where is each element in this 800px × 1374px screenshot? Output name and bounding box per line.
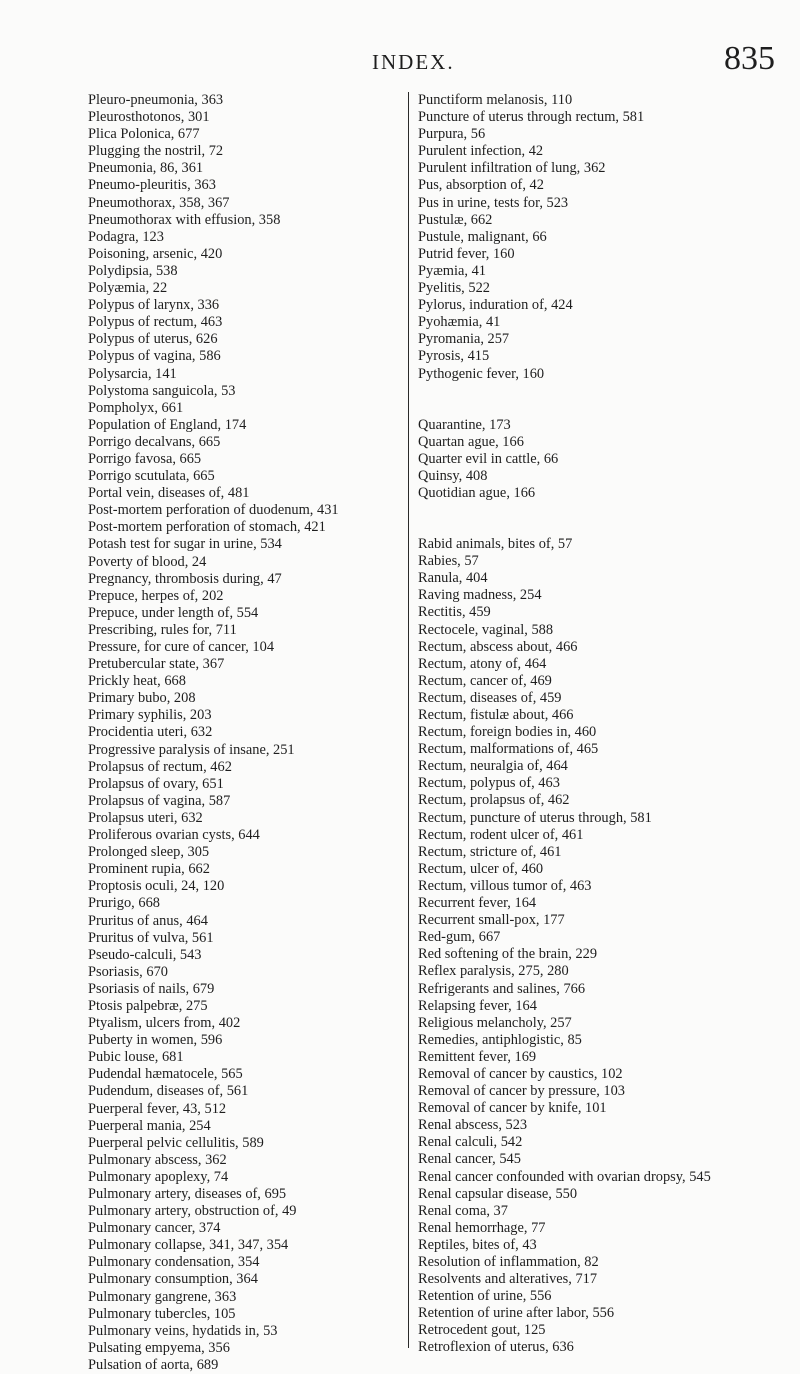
page-number: 835 [724, 40, 775, 77]
index-entry: Porrigo scutulata, 665 [88, 468, 215, 485]
index-entry: Purpura, 56 [418, 126, 486, 143]
index-entry: Pulsation of aorta, 689 [88, 1356, 219, 1373]
index-entry: Remittent fever, 169 [418, 1048, 537, 1065]
index-entry: Quarter evil in cattle, 66 [418, 450, 559, 467]
index-entry: Rectum, ulcer of, 460 [418, 860, 544, 877]
index-entry: Polysarcia, 141 [88, 365, 177, 382]
index-entry: Recurrent fever, 164 [418, 895, 537, 912]
index-entry: Pudendal hæmatocele, 565 [88, 1066, 243, 1083]
index-entry: Podagra, 123 [88, 228, 164, 245]
index-section-p [418, 92, 790, 383]
section-gap [418, 502, 790, 536]
index-entry: Pneumothorax with effusion, 358 [88, 211, 281, 228]
index-entry: Psoriasis, 670 [88, 963, 168, 980]
index-entry: Resolvents and alteratives, 717 [418, 1271, 598, 1288]
index-entry: Pyrosis, 415 [418, 348, 490, 365]
index-entry: Population of England, 174 [88, 416, 247, 433]
index-entry: Post-mortem perforation of stomach, 421 [88, 519, 326, 536]
index-entry: Pubic louse, 681 [88, 1049, 184, 1066]
index-entry: Retroflexion of uterus, 636 [418, 1339, 574, 1356]
index-entry: Retention of urine, 556 [418, 1288, 552, 1305]
index-entry: Refrigerants and salines, 766 [418, 980, 586, 997]
index-entry: Pulmonary artery, obstruction of, 49 [88, 1203, 297, 1220]
index-entry: Post-mortem perforation of duodenum, 431 [88, 502, 339, 519]
index-entry: Pylorus, induration of, 424 [418, 297, 573, 314]
index-entry: Red-gum, 667 [418, 929, 501, 946]
index-section-r [418, 536, 790, 1357]
index-entry: Pregnancy, thrombosis during, 47 [88, 570, 282, 587]
index-entry: Rectitis, 459 [418, 604, 491, 621]
index-entry: Rectocele, vaginal, 588 [418, 621, 554, 638]
index-entry: Rabid animals, bites of, 57 [418, 536, 573, 553]
index-entry: Rectum, neuralgia of, 464 [418, 758, 568, 775]
index-entry: Reflex paralysis, 275, 280 [418, 963, 569, 980]
index-entry: Pulmonary consumption, 364 [88, 1271, 258, 1288]
index-entry: Pyromania, 257 [418, 331, 510, 348]
index-entry: Pulmonary veins, hydatids in, 53 [88, 1322, 278, 1339]
index-entry: Plugging the nostril, 72 [88, 143, 224, 160]
index-entry: Prickly heat, 668 [88, 673, 186, 690]
index-entry: Pudendum, diseases of, 561 [88, 1083, 249, 1100]
index-column-left [88, 92, 398, 1374]
index-entry: Pustule, malignant, 66 [418, 228, 547, 245]
index-entry: Ptyalism, ulcers from, 402 [88, 1015, 241, 1032]
index-entry: Rectum, abscess about, 466 [418, 638, 578, 655]
index-entry: Porrigo decalvans, 665 [88, 433, 221, 450]
index-entry: Pus, absorption of, 42 [418, 177, 544, 194]
index-entry: Ptosis palpebræ, 275 [88, 997, 208, 1014]
index-entry: Polypus of rectum, 463 [88, 314, 223, 331]
index-entry: Puncture of uterus through rectum, 581 [418, 109, 645, 126]
index-entry: Renal hemorrhage, 77 [418, 1219, 546, 1236]
index-entry: Portal vein, diseases of, 481 [88, 485, 250, 502]
index-entry: Putrid fever, 160 [418, 245, 515, 262]
index-entry: Prominent rupia, 662 [88, 861, 210, 878]
index-entry: Prolapsus of vagina, 587 [88, 792, 231, 809]
index-entry: Pulmonary collapse, 341, 347, 354 [88, 1237, 289, 1254]
index-entry: Puerperal pelvic cellulitis, 589 [88, 1134, 264, 1151]
index-entry: Pus in urine, tests for, 523 [418, 194, 569, 211]
index-entry: Pulmonary cancer, 374 [88, 1220, 221, 1237]
index-entry: Rectum, stricture of, 461 [418, 843, 562, 860]
index-entry: Progressive paralysis of insane, 251 [88, 741, 295, 758]
index-entry: Reptiles, bites of, 43 [418, 1236, 537, 1253]
index-entry: Rectum, foreign bodies in, 460 [418, 724, 597, 741]
index-entry: Rectum, diseases of, 459 [418, 689, 562, 706]
index-entry: Removal of cancer by pressure, 103 [418, 1083, 625, 1100]
index-entry: Pulmonary gangrene, 363 [88, 1288, 237, 1305]
index-entry: Pressure, for cure of cancer, 104 [88, 639, 275, 655]
index-entry: Renal coma, 37 [418, 1202, 508, 1219]
index-entry: Quartan ague, 166 [418, 433, 524, 450]
index-entry: Prolapsus of ovary, 651 [88, 775, 224, 792]
index-entry: Renal abscess, 523 [418, 1117, 528, 1134]
index-entry: Pompholyx, 661 [88, 399, 184, 416]
index-entry: Rectum, cancer of, 469 [418, 672, 552, 689]
index-entry: Recurrent small-pox, 177 [418, 912, 565, 929]
index-entry: Primary syphilis, 203 [88, 707, 212, 724]
index-entry: Rectum, malformations of, 465 [418, 741, 599, 758]
index-entry: Purulent infection, 42 [418, 143, 544, 160]
index-entry: Pyelitis, 522 [418, 280, 490, 297]
index-entry: Prepuce, under length of, 554 [88, 604, 259, 621]
index-entry: Pulmonary abscess, 362 [88, 1151, 227, 1168]
index-entry: Porrigo favosa, 665 [88, 450, 202, 467]
index-entry: Polypus of larynx, 336 [88, 297, 220, 314]
index-entry: Prolapsus uteri, 632 [88, 809, 203, 826]
index-entry: Poverty of blood, 24 [88, 553, 207, 570]
index-entry: Rectum, rodent ulcer of, 461 [418, 826, 584, 843]
index-entry: Renal calculi, 542 [418, 1134, 523, 1151]
index-entry: Pulsating empyema, 356 [88, 1339, 230, 1356]
index-entry: Psoriasis of nails, 679 [88, 980, 215, 997]
index-entry: Remedies, antiphlogistic, 85 [418, 1031, 582, 1048]
index-entry: Resolution of inflammation, 82 [418, 1254, 599, 1270]
index-entry: Polypus of vagina, 586 [88, 348, 221, 365]
index-entry: Pulmonary artery, diseases of, 695 [88, 1186, 287, 1202]
index-entry: Rectum, polypus of, 463 [418, 775, 560, 792]
index-entry: Purulent infiltration of lung, 362 [418, 160, 606, 177]
index-entry: Pulmonary apoplexy, 74 [88, 1168, 229, 1185]
index-entry: Polypus of uterus, 626 [88, 331, 218, 348]
index-entry: Pneumothorax, 358, 367 [88, 194, 230, 211]
index-entry: Pruritus of vulva, 561 [88, 929, 214, 946]
index-entry: Relapsing fever, 164 [418, 997, 537, 1014]
index-entry: Renal cancer confounded with ovarian dropsy, 545 [418, 1168, 711, 1185]
index-entry: Polystoma sanguicola, 53 [88, 382, 236, 399]
index-entry: Polyæmia, 22 [88, 280, 168, 297]
index-entry: Potash test for sugar in urine, 534 [88, 536, 282, 553]
index-entry: Puerperal fever, 43, 512 [88, 1100, 227, 1117]
column-divider [408, 92, 409, 1348]
index-entry: Renal capsular disease, 550 [418, 1185, 578, 1202]
index-entry: Prepuce, herpes of, 202 [88, 587, 224, 604]
index-entry: Pseudo-calculi, 543 [88, 946, 202, 963]
index-entry: Rectum, fistulæ about, 466 [418, 707, 574, 723]
index-entry: Rectum, villous tumor of, 463 [418, 877, 592, 894]
index-entry: Retention of urine after labor, 556 [418, 1305, 615, 1322]
index-entry: Procidentia uteri, 632 [88, 724, 213, 741]
index-entry: Red softening of the brain, 229 [418, 946, 598, 963]
index-entry: Raving madness, 254 [418, 587, 542, 604]
index-entry: Pustulæ, 662 [418, 211, 493, 228]
index-entry: Prolonged sleep, 305 [88, 844, 210, 861]
index-column-right [418, 92, 790, 1357]
index-entry: Pulmonary tubercles, 105 [88, 1305, 236, 1322]
index-entry: Renal cancer, 545 [418, 1151, 521, 1168]
page-header [0, 40, 800, 84]
index-entry: Rectum, prolapsus of, 462 [418, 792, 570, 809]
index-entry: Pleuro-pneumonia, 363 [88, 92, 224, 108]
index-entry: Rabies, 57 [418, 553, 479, 570]
index-entry: Pulmonary condensation, 354 [88, 1254, 260, 1271]
index-entry: Religious melancholy, 257 [418, 1014, 572, 1031]
index-entry: Pythogenic fever, 160 [418, 365, 545, 382]
index-entry: Pleurosthotonos, 301 [88, 109, 210, 126]
index-entry: Removal of cancer by caustics, 102 [418, 1065, 623, 1082]
index-entry: Quarantine, 173 [418, 416, 511, 433]
index-entry: Prescribing, rules for, 711 [88, 621, 237, 638]
index-entry: Proptosis oculi, 24, 120 [88, 878, 225, 895]
index-entry: Polydipsia, 538 [88, 262, 178, 279]
index-entry: Retrocedent gout, 125 [418, 1322, 546, 1339]
index-entry: Quotidian ague, 166 [418, 484, 536, 501]
index-entry: Pyæmia, 41 [418, 262, 486, 279]
running-title: INDEX. [372, 50, 455, 74]
index-entry: Prolapsus of rectum, 462 [88, 758, 232, 775]
section-gap [418, 383, 790, 417]
index-entry: Plica Polonica, 677 [88, 126, 200, 143]
index-entry: Prurigo, 668 [88, 895, 160, 912]
index-entry: Rectum, puncture of uterus through, 581 [418, 809, 652, 826]
index-entry: Puberty in women, 596 [88, 1032, 223, 1049]
index-section-q [418, 417, 790, 502]
index-entry: Poisoning, arsenic, 420 [88, 245, 223, 262]
index-entry: Quinsy, 408 [418, 467, 488, 484]
index-entry: Pneumo-pleuritis, 363 [88, 177, 216, 194]
index-entry: Removal of cancer by knife, 101 [418, 1100, 607, 1117]
index-entry: Pyohæmia, 41 [418, 314, 501, 331]
index-entry: Rectum, atony of, 464 [418, 655, 547, 672]
index-entry: Proliferous ovarian cysts, 644 [88, 827, 260, 844]
index-entry: Puerperal mania, 254 [88, 1117, 211, 1134]
index-entry: Pretubercular state, 367 [88, 656, 225, 673]
index-entry: Primary bubo, 208 [88, 690, 196, 707]
index-entry: Pruritus of anus, 464 [88, 912, 208, 929]
index-entry: Ranula, 404 [418, 570, 488, 587]
index-entry: Pneumonia, 86, 361 [88, 160, 204, 177]
index-entry: Punctiform melanosis, 110 [418, 92, 573, 108]
